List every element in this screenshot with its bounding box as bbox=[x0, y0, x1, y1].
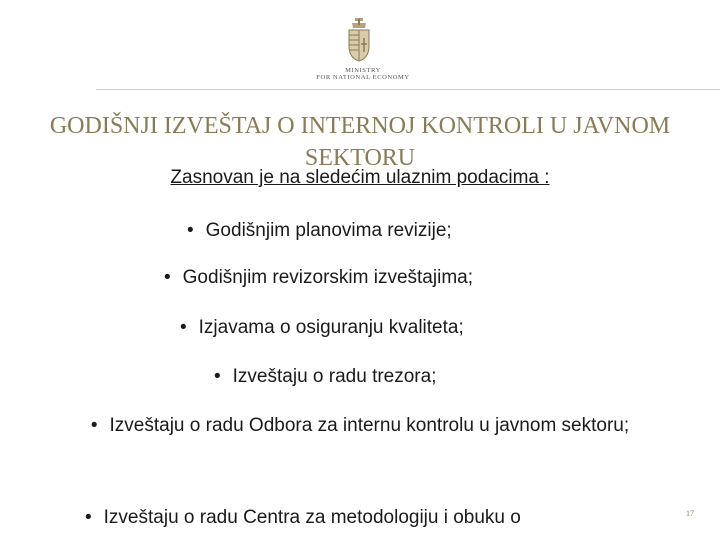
logo-line-1: MINISTRY bbox=[345, 67, 381, 74]
list-item bbox=[164, 267, 473, 289]
bullet-icon: • bbox=[214, 366, 221, 387]
logo-line-2: FOR NATIONAL ECONOMY bbox=[316, 74, 410, 81]
ministry-logo bbox=[300, 14, 420, 84]
subtitle: Zasnovan je na sledećim ulaznim podacima : bbox=[170, 167, 550, 188]
list-item-text: Godišnjim planovima revizije; bbox=[205, 220, 452, 241]
list-item bbox=[85, 507, 521, 529]
list-item bbox=[180, 317, 464, 339]
list-item bbox=[48, 404, 672, 448]
list-item bbox=[214, 366, 436, 388]
bullet-icon: • bbox=[180, 317, 187, 338]
bullet-icon: • bbox=[187, 220, 194, 241]
page-number: 17 bbox=[686, 509, 694, 518]
list-item-text: Izveštaju o radu Centra za metodologiju i obuku o bbox=[103, 507, 521, 528]
bullet-icon: • bbox=[85, 507, 92, 528]
list-item-text: Godišnjim revizorskim izveštajima; bbox=[182, 267, 473, 288]
list-item-text: Izveštaju o radu trezora; bbox=[232, 366, 437, 387]
header-divider bbox=[96, 89, 720, 90]
list-item bbox=[187, 220, 452, 242]
logo-text bbox=[308, 67, 418, 81]
bullet-icon: • bbox=[90, 415, 98, 436]
page-title: GODIŠNJI IZVEŠTAJ O INTERNOJ KONTROLI U JAVNOM SEKTORU bbox=[49, 113, 671, 171]
coat-of-arms-icon bbox=[346, 18, 372, 62]
list-item-text: Izveštaju o radu Odbora za internu kontrolu u javnom sektoru; bbox=[109, 415, 630, 436]
list-item-text: Izjavama o osiguranju kvaliteta; bbox=[198, 317, 464, 338]
bullet-icon: • bbox=[164, 267, 171, 288]
